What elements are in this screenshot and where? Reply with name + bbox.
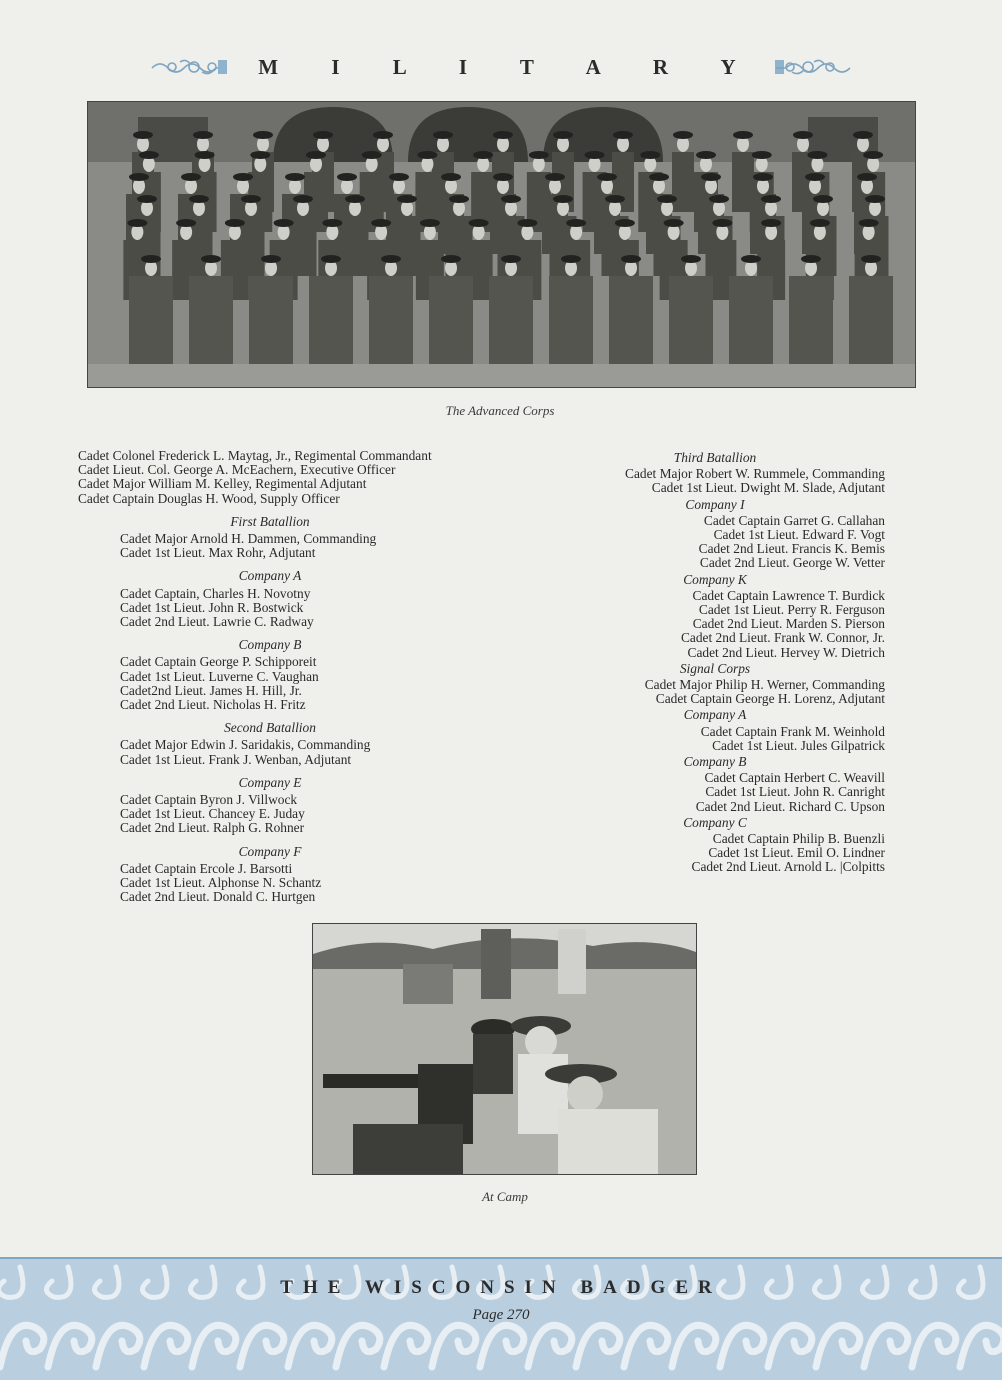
roster-line: Cadet Captain Garret G. Callahan xyxy=(703,512,885,528)
at-camp-photo xyxy=(312,923,697,1175)
section-heading: Company C xyxy=(683,814,747,830)
roster-line: Cadet 2nd Lieut. Frank W. Connor, Jr. xyxy=(680,630,885,646)
roster-line: Cadet 2nd Lieut. George W. Vetter xyxy=(699,555,885,571)
roster-line: Cadet2nd Lieut. James H. Hill, Jr. xyxy=(120,682,302,698)
roster-line: Cadet Major Robert W. Rummele, Commanding xyxy=(625,466,885,482)
roster-line: Cadet 1st Lieut. Jules Gilpatrick xyxy=(712,737,885,753)
roster-line: Cadet Major Philip H. Werner, Commanding xyxy=(644,677,885,693)
roster-line: Cadet Major Edwin J. Saridakis, Commanding xyxy=(120,737,371,753)
roster-line: Cadet 1st Lieut. Alphonse N. Schantz xyxy=(120,875,322,891)
right-roster-column xyxy=(545,449,885,875)
footer-title: THE WISCONSIN BADGER xyxy=(280,1277,722,1298)
roster-line: Cadet 1st Lieut. John R. Canright xyxy=(705,784,885,800)
page-title: M I L I T A R Y xyxy=(258,54,760,79)
officer-line: Cadet Captain Douglas H. Wood, Supply Officer xyxy=(78,490,340,506)
roster-line: Cadet Captain George H. Lorenz, Adjutant xyxy=(655,691,885,707)
roster-line: Cadet 2nd Lieut. Marden S. Pierson xyxy=(692,616,885,632)
roster-line: Cadet 2nd Lieut. Nicholas H. Fritz xyxy=(120,697,306,713)
roster-line: Cadet Captain Philip B. Buenzli xyxy=(712,831,885,847)
roster-line: Cadet 2nd Lieut. Donald C. Hurtgen xyxy=(120,889,316,905)
left-ornament-icon xyxy=(150,56,228,78)
roster-line: Cadet 1st Lieut. Luverne C. Vaughan xyxy=(120,668,319,684)
right-ornament-icon xyxy=(774,56,852,78)
officer-line: Cadet Colonel Frederick L. Maytag, Jr., Regimental Commandant xyxy=(78,448,432,463)
roster-line: Cadet Captain Byron J. Villwock xyxy=(120,792,298,808)
advanced-corps-caption: The Advanced Corps xyxy=(445,403,555,418)
footer-band xyxy=(0,1257,1002,1380)
roster-line: Cadet 1st Lieut. Dwight M. Slade, Adjutant xyxy=(651,480,885,496)
roster-line: Cadet 2nd Lieut. Richard C. Upson xyxy=(695,798,885,814)
section-heading: Company F xyxy=(238,843,302,859)
section-heading: Company B xyxy=(238,637,302,653)
section-heading: First Batallion xyxy=(230,513,310,529)
section-heading: Second Batallion xyxy=(224,720,316,736)
footer-page-number: Page 270 xyxy=(472,1307,530,1323)
roster-line: Cadet 1st Lieut. Emil O. Lindner xyxy=(708,845,885,861)
section-heading: Signal Corps xyxy=(679,660,751,676)
at-camp-caption: At Camp xyxy=(482,1189,528,1204)
roster-line: Cadet 2nd Lieut. Hervey W. Dietrich xyxy=(687,644,885,660)
officer-line: Cadet Lieut. Col. George A. McEachern, Executive Officer xyxy=(78,462,396,478)
roster-line: Cadet 2nd Lieut. Francis K. Bemis xyxy=(698,541,885,557)
roster-line: Cadet Captain Ercole J. Barsotti xyxy=(120,860,293,876)
officer-line: Cadet Major William M. Kelley, Regimental Adjutant xyxy=(78,476,367,492)
roster-line: Cadet 2nd Lieut. Lawrie C. Radway xyxy=(120,614,314,630)
roster-line: Cadet 1st Lieut. Chancey E. Juday xyxy=(120,806,305,822)
section-heading: Company B xyxy=(683,754,747,770)
section-heading: Company A xyxy=(238,568,302,584)
roster-line: Cadet Captain Frank M. Weinhold xyxy=(700,723,885,739)
roster-line: Cadet 1st Lieut. Frank J. Wenban, Adjutant xyxy=(120,751,352,767)
advanced-corps-photo xyxy=(87,101,916,388)
roster-line: Cadet Major Arnold H. Dammen, Commanding xyxy=(120,531,377,547)
left-roster-column xyxy=(78,449,518,904)
roster-line: Cadet 2nd Lieut. Arnold L. |Colpitts xyxy=(691,859,885,875)
roster-line: Cadet 2nd Lieut. Ralph G. Rohner xyxy=(120,820,305,836)
roster-line: Cadet 1st Lieut. Perry R. Ferguson xyxy=(698,602,885,618)
page-header xyxy=(0,50,1002,84)
roster-line: Cadet Captain George P. Schipporeit xyxy=(120,654,317,670)
section-heading: Company A xyxy=(683,707,747,723)
roster-line: Cadet Captain, Charles H. Novotny xyxy=(120,585,311,601)
section-heading: Company E xyxy=(238,774,302,790)
section-heading: Third Batallion xyxy=(673,450,757,465)
section-heading: Company I xyxy=(685,496,745,512)
roster-line: Cadet 1st Lieut. Edward F. Vogt xyxy=(713,527,885,543)
roster-line: Cadet 1st Lieut. Max Rohr, Adjutant xyxy=(120,545,316,561)
roster-line: Cadet Captain Lawrence T. Burdick xyxy=(692,587,885,603)
roster-line: Cadet 1st Lieut. John R. Bostwick xyxy=(120,599,304,615)
section-heading: Company K xyxy=(683,571,747,587)
roster-line: Cadet Captain Herbert C. Weavill xyxy=(704,770,885,786)
